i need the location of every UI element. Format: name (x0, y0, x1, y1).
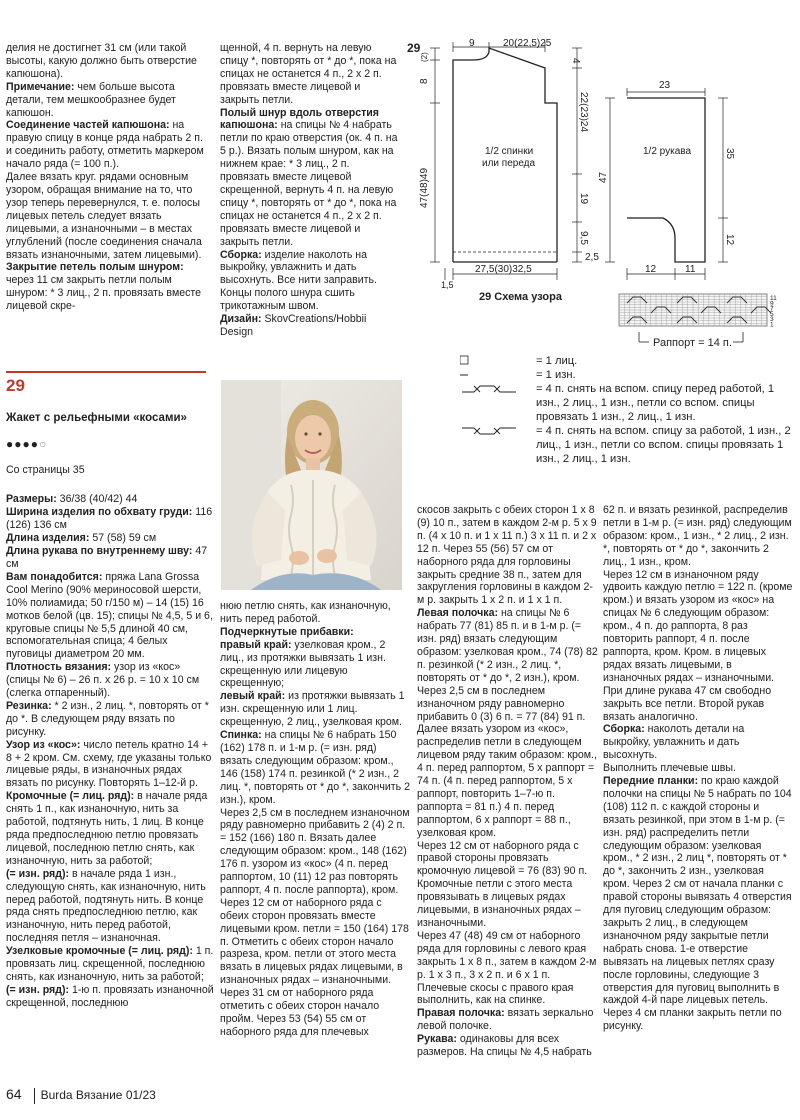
scheme-title: 29 Схема узора (479, 291, 562, 303)
dim-bottom-15: 1,5 (441, 280, 454, 290)
paragraph (6, 545, 216, 571)
paragraph-text: Через 47 (48) 49 см от наборного ряда для горловины с левого края закрыть 1 х 8 п., затем в каждом 2-м р. 1 х 3 п., 3 х 2 п. и 6 х 1 п. Плечевые скосы с правого края выполнить, как на спинке. (417, 929, 597, 1007)
paragraph-text: Через 12 см от наборного ряда с правой стороны провязать кромочную лицевой = 76 (83) 90 п. Кромочные петли с этого места провязывать в лицевых рядах лицевыми, в изнаночных рядах – изнаночными. (417, 839, 588, 929)
paragraph (6, 261, 206, 313)
paragraph-heading: Узор из «кос»: (6, 738, 81, 751)
paragraph-text: Через 2,5 см в последнем изнаночном ряду равномерно прибавить 2 (4) 2 п. = 152 (166) 180 п. Вязать далее следующим образом: кром., 148 (162) 176 п. узором из «кос» (4 п. перед раппортом, 10 (11) 12 раз повторять раппорт, 4 п. после раппорта), кром. Через 12 см от наборного ряда с обеих сторон провязать вместе лицевыми кром. петли = 150 (164) 178 п. Отметить с обеих сторон начало разреза, кром. петли от этого места вязать в лицевых рядах лицевыми, в изнаночных рядах – изнаночными. (220, 806, 410, 987)
paragraph-heading: Кромочные (= лиц. ряд): (6, 790, 135, 803)
paragraph-text: изделие наколоть на выкройку, увлажнить и дать высохнуть. Все нити заправить. Концы полого шнура сшить трикотажным швом. (220, 248, 377, 313)
paragraph (6, 42, 206, 81)
paragraph (220, 987, 410, 1039)
paragraph (6, 532, 216, 545)
paragraph-heading: (= изн. ряд): (6, 983, 70, 996)
paragraph-heading: Длина изделия: (6, 532, 90, 545)
issue-number: 01/23 (125, 1088, 156, 1102)
pattern-specs (6, 493, 216, 1009)
legend-text: = 4 п. снять на вспом. спицу за работой, 1 изн., 2 лиц., 1 изн., петли со вспом. спицы провязать 1 изн., 2 лиц., 1 изн. (536, 425, 791, 465)
paragraph-text: число петель кратно 14 + 8 + 2 кром. См. схему, где указаны только лицевые ряды, в изнаночных рядах вязать по рисунку. Повторять 1–12-й р. (6, 738, 212, 790)
scheme-repeat: Раппорт = 14 п. (653, 337, 732, 349)
paragraph-text: в начале ряда снять 1 п., как изнаночную, нить за работой, подтянуть нить, 1 лиц. В конце ряда предпоследнюю петлю провязать лицевой, последнюю петлю снять, как изнаночную, нить за работой; (6, 790, 208, 867)
paragraph (603, 723, 793, 762)
dim-left-47: 47(48)49 (419, 167, 430, 208)
dim-right-25: 2,5 (585, 252, 599, 263)
pattern-number: 29 (6, 376, 25, 395)
sleeve-outline (627, 98, 705, 262)
difficulty-filled: ●●●● (6, 436, 39, 451)
legend-text: = 1 изн. (536, 369, 576, 381)
paragraph-text: 47 см (6, 545, 208, 570)
paragraph-text: 1 п. провязать лиц. скрещенной, последнюю снять, как изнаночную, нить за работой; (6, 945, 214, 983)
paragraph (603, 762, 793, 775)
magazine-name: Burda Вязание (40, 1088, 123, 1102)
paragraph (603, 504, 793, 569)
paragraph-heading: Резинка: (6, 699, 52, 712)
dim-sleeve-12h: 12 (645, 264, 657, 275)
paragraph-heading: Спинка: (220, 729, 262, 742)
scheme-row-number: 11 (770, 295, 777, 302)
dim-right-95: 9,5 (578, 231, 589, 245)
legend-text: = 4 п. снять на вспом. спицу перед работой, 1 изн., 2 лиц., 1 изн., петли со вспом. спицы провязать 1 изн., 2 лиц., 1 изн. (536, 383, 775, 423)
paragraph (220, 107, 402, 249)
dim-bottom-275: 27,5(30)32,5 (475, 264, 532, 275)
cable-back-icon (460, 424, 520, 438)
paragraph (220, 690, 410, 729)
legend-row (460, 368, 800, 382)
paragraph (6, 571, 216, 661)
paragraph-text: 62 п. и вязать резинкой, распределив петли в 1-м р. (= изн. ряд) следующим образом: кром., 1 изн., * 2 лиц., 2 изн. *, повторять от * до *, закончить 2 лиц., 1 изн., кром. (603, 504, 792, 568)
paragraph-heading: Плотность вязания: (6, 661, 112, 674)
paragraph-heading: Рукава: (417, 1033, 457, 1046)
dim-top-9: 9 (469, 38, 475, 49)
paragraph-text: щенной, 4 п. вернуть на левую спицу *, повторять от * до *, пока на спицах не останется 4 п., 2 х 2 п. провязать вместе лицевой и закрыть петли. (220, 42, 397, 106)
pattern-details-column (6, 398, 216, 1023)
paragraph-text: на спицы № 6 набрать 150 (162) 178 п. и 1-м р. (= изн. ряд) вязать следующим образом: кром., 146 (158) 174 п. резинкой (* 2 изн., 2 лиц. *, повторять от * до *, закончить 2 изн.), кром. (220, 729, 410, 806)
paragraph-text: * 2 изн., 2 лиц. *, повторять от * до *. В следующем ряду вязать по рисунку. (6, 699, 209, 738)
paragraph-text: по краю каждой полочки на спицы № 5 набрать по 104 (108) 112 п. с каждой стороны и вязать резинкой, при этом в 1-м р. (= изн. ряд) распределить петли следующим образом: узелковая кром., * 2 изн., 2 лиц *, повторять от * до *, закончить 2 изн., узелковая кром. Через 2 см от начала планки с правой стороны вывязать 4 отверстия для пуговиц следующим образом: закрыть 2 лиц., в следующем изнаночном ряду закрытые петли набрать снова. 1-е отверстие вывязать на лицевых петлях сразу после горловины, следующие 3 отверстия для пуговиц выполнить в каждой 4-й паре лицевых петель. (603, 775, 792, 1007)
paragraph-heading: Дизайн: (220, 313, 262, 326)
paragraph-heading: Передние планки: (603, 775, 699, 788)
scheme-row-number: 5 (770, 310, 774, 318)
dim-sleeve-47: 47 (598, 171, 609, 183)
paragraph-text: на спицы № 6 набрать 77 (81) 85 п. и в 1-м р. (= изн. ряд) вязать следующим образом: узелковая кром., 74 (78) 82 п. резинкой (* 2 изн., 2 лиц. *, повторять от * до *, 2 изн.), кром. Через 2,5 см в последнем изнаночном ряду равномерно прибавить 0 (3) 6 п. = 77 (84) 91 п. Далее вязать узором из «кос», распределив петли в следующем лицевом ряду таким образом: кром., 4 п. перед раппортом, 5 х раппорт = 74 п. (4 п. перед раппортом, 5 х раппорт, повторить 1–7-ю п. раппорта = 81 п.) 4 п. перед раппортом, 6 х раппорт = 88 п., узелковая кром. (417, 607, 598, 839)
text-column-2 (220, 42, 402, 339)
difficulty-empty: ○ (39, 436, 48, 451)
paragraph-heading: левый край: (220, 690, 286, 703)
paragraph-text: скосов закрыть с обеих сторон 1 х 8 (9) 10 п., затем в каждом 2-м р. 5 х 9 п. (4 х 10 п. и 1 х 11 п.) 3 х 11 п. и 2 х 12 п. Через 55 (56) 57 см от наборного ряда для горловины закрыть средние 38 п., затем для закругления горловины в каждом 2-м р. закрыть 1 х 2 п. и 1 х 1 п. (417, 504, 597, 607)
scheme-row-number: 9 (770, 300, 774, 308)
paragraph (603, 1007, 793, 1033)
paragraph (603, 775, 793, 1007)
scheme-row-number: 1 (770, 321, 774, 329)
text-column-4 (220, 600, 410, 1039)
legend-row (460, 424, 800, 466)
paragraph (220, 600, 410, 626)
paragraph-heading: Длина рукава по внутреннему шву: (6, 545, 193, 558)
paragraph-text: пряжа Lana Grossa Cool Merino (90% мериносовой шерсти, 10% полиамида; 50 г/150 м) – 14 (15) 16 мотков белой (цв. 15); спицы № 4,5, 5 и 6, круговые спицы № 5,5 длиной 40 см, вспомогательная спица; 4 белых пуговицы диаметром 20 мм. (6, 570, 213, 661)
dim-right-4: 4 (570, 58, 581, 64)
paragraph (417, 840, 599, 930)
footer-separator (34, 1088, 35, 1104)
body-label-1: 1/2 спинки (485, 146, 534, 157)
paragraph-text: SkovCreations/Hobbii Design (220, 313, 367, 338)
paragraph (417, 504, 599, 607)
paragraph (417, 1033, 599, 1059)
cable-front-icon (460, 382, 520, 396)
paragraph-heading: Соединение частей капюшона: (6, 119, 170, 132)
paragraph-text: вязать зеркально левой полочке. (417, 1007, 594, 1033)
symbol-legend (460, 354, 800, 466)
paragraph-text: Выполнить плечевые швы. (603, 762, 736, 775)
from-page: Со страницы 35 (6, 463, 85, 476)
paragraph-text: Через 4 см планки закрыть петли по рисунку. (603, 1007, 782, 1033)
paragraph-text: 36/38 (40/42) 44 (56, 493, 138, 506)
paragraph-heading: Примечание: (6, 80, 75, 93)
paragraph (6, 81, 206, 120)
dim-right-22: 22(23)24 (578, 92, 589, 133)
paragraph (6, 700, 216, 739)
paragraph-text: в начале ряда 1 изн., следующую снять, как изнаночную, нить перед работой, подтянуть нить. В конце ряда снять предпоследнюю петлю, как изнаночную, нить перед работой, последняя петля – изнаночная. (6, 867, 206, 945)
paragraph-heading: Размеры: (6, 493, 57, 506)
paragraph-text: на правую спицу в конце ряда набрать 2 п. и соединить работу, отметить маркером начало ряда (= 100 п.). (6, 119, 204, 171)
dim-sleeve-23: 23 (659, 80, 671, 91)
paragraph-text: узор из «кос» (спицы № 6) – 26 п. х 26 р. = 10 х 10 см (слегка отпаренный). (6, 661, 200, 700)
paragraph (6, 739, 216, 791)
paragraph (220, 729, 410, 806)
paragraph-text: нюю петлю снять, как изнаночную, нить перед работой. (220, 600, 391, 625)
paragraph (6, 868, 216, 945)
paragraph-text: через 11 см закрыть петли полым шнуром: * 3 лиц., 2 п. провязать вместе лицевой скре- (6, 274, 202, 313)
paragraph-heading: Узелковые кромочные (= лиц. ряд): (6, 945, 193, 958)
dim-sleeve-11: 11 (685, 264, 696, 275)
paragraph-heading: (= изн. ряд): (6, 867, 70, 880)
paragraph (6, 661, 216, 700)
scheme-row-number: 7 (770, 305, 774, 313)
square-icon (460, 354, 520, 368)
paragraph (417, 930, 599, 1007)
legend-text: = 1 лиц. (536, 355, 578, 367)
text-column-5 (417, 504, 599, 1059)
page-footer (6, 1086, 156, 1104)
paragraph (220, 249, 402, 314)
paragraph-heading: Сборка: (220, 248, 262, 261)
paragraph (220, 626, 410, 639)
text-column-1 (6, 42, 206, 313)
paragraph (220, 807, 410, 988)
paragraph-text: чем больше высота детали, тем мешкообразнее будет капюшон. (6, 80, 176, 119)
dim-right-19: 19 (578, 193, 589, 205)
paragraph-heading: Подчеркнутые прибавки: (220, 625, 354, 638)
paragraph (6, 790, 216, 867)
paragraph (220, 42, 402, 107)
paragraph-heading: Ширина изделия по обхвату груди: (6, 506, 193, 519)
paragraph (220, 313, 402, 339)
paragraph (6, 945, 216, 984)
paragraph-heading: Левая полочка: (417, 607, 498, 620)
paragraph-text: Через 31 см от наборного ряда отметить с обеих сторон начало пройм. Через 53 (54) 55 см от наборного ряда для плечевых (220, 987, 380, 1038)
dim-top-20: 20(22,5)25 (503, 38, 552, 49)
paragraph-text: одинаковы для всех размеров. На спицы № 4,5 набрать (417, 1033, 592, 1059)
text-column-6 (603, 504, 793, 1033)
paragraph-heading: Сборка: (603, 723, 645, 736)
difficulty-rating (6, 438, 216, 451)
dim-sleeve-12v: 12 (724, 234, 735, 246)
paragraph (603, 569, 793, 724)
body-label-2: или переда (482, 158, 536, 169)
paragraph-text: 1-ю п. провязать изнаночной скрещенной, последнюю (6, 983, 214, 1009)
paragraph-text: наколоть детали на выкройку, увлажнить и дать высохнуть. (603, 723, 745, 762)
paragraph-text: 57 (58) 59 см (89, 532, 157, 545)
paragraph-heading: Закрытие петель полым шнуром: (6, 261, 184, 274)
paragraph (417, 1007, 599, 1033)
legend-row (460, 354, 800, 368)
paragraph-text: Далее вязать круг. рядами основным узором, обращая внимание на то, что узор теперь перевернулся, т. е. полосы лицевых петель следует вязать лицевыми, а изнаночными – в местах углублений (после соединения сначала вязать изнаночными, затем лицевыми). (6, 171, 202, 261)
paragraph (6, 506, 216, 532)
paragraph-heading: правый край: (220, 638, 292, 651)
paragraph-text: на спицы № 4 набрать петли по краю отверстия (ок. 4 п. на 5 р.). Вязать полым шнуром, как на нижнем крае: * 3 лиц., 2 п. провязать вместе лицевой скрещенной, вернуть 4 п. на левую спицу *, повторять от * до *, пока на спицах не останется 4 п., 2 х 2 п. провязать вместе лицевой и закрыть петли. (220, 119, 398, 248)
dash-icon (460, 368, 520, 382)
legend-row (460, 382, 800, 424)
paragraph (6, 119, 206, 171)
paragraph (220, 639, 410, 691)
dim-sleeve-35: 35 (724, 148, 735, 160)
section-divider (6, 371, 206, 373)
paragraph (417, 607, 599, 839)
paragraph-text: из протяжки вывязать 1 изн. скрещенную или 1 лиц. скрещенную, 2 лиц., узелковая кром. (220, 690, 405, 729)
pattern-title: Жакет с рельефными «косами» (6, 411, 187, 424)
sleeve-label: 1/2 рукава (643, 146, 692, 157)
pattern-schematic (405, 38, 800, 354)
paragraph-heading: Полый шнур вдоль отверстия капюшона: (220, 106, 379, 132)
paragraph-heading: Правая полочка: (417, 1007, 505, 1020)
paragraph-text: Через 12 см в изнаночном ряду удвоить каждую петлю = 122 п. (кроме кром.) и вязать узором из «кос» на спицах № 6 следующим образом: кром., 4 п. до раппорта, 8 раз повторить раппорт, 4 п. после раппорта, кром. Кром. в лицевых рядах вязать лицевыми, в изнаночных рядах – изнаночными. При длине рукава 47 см свободно закрыть все петли. Второй рукав вязать аналогично. (603, 568, 793, 723)
dim-left-8: 8 (419, 78, 430, 84)
paragraph (6, 171, 206, 261)
page-number: 64 (6, 1086, 22, 1102)
scheme-grid (619, 294, 771, 326)
scheme-row-number: 3 (770, 316, 774, 324)
paragraph-text: узелковая кром., 2 лиц., из протяжки вывязать 1 изн. скрещенную или лицевую скрещенную; (220, 638, 386, 690)
diagram-number: 29 (407, 41, 421, 55)
paragraph (6, 493, 216, 506)
model-photo (221, 380, 402, 590)
paragraph-text: делия не достигнет 31 см (или такой высоты, какую должно быть отверстие капюшона). (6, 42, 197, 80)
dim-left-2: (2) (420, 52, 429, 62)
paragraph (6, 984, 216, 1010)
paragraph-text: 116 (126) 136 см (6, 506, 213, 532)
paragraph-heading: Вам понадобится: (6, 570, 103, 583)
